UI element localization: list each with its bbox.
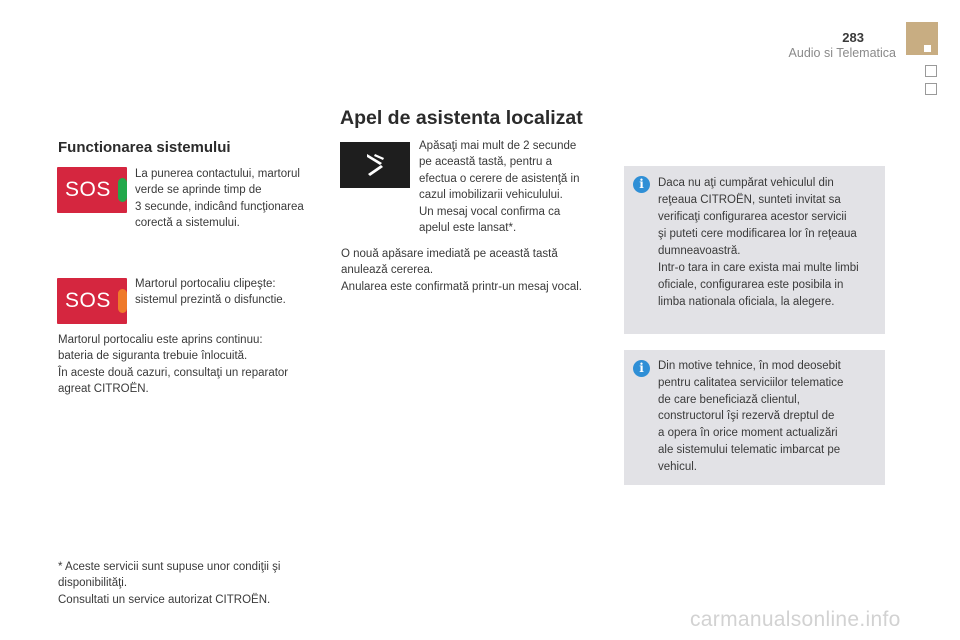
section-title-system: Functionarea sistemului [58,139,231,156]
sos-button-orange-indicator [57,278,127,324]
sos-label: SOS [65,289,111,312]
ds-logo-icon [340,142,410,188]
info-box-updates [624,350,885,485]
orange-lamp-description: Martorul portocaliu clipeşte: sistemul prezintă o disfunctie. [135,278,286,307]
tab-marker [924,45,931,52]
section-name: Audio si Telematica [788,46,896,60]
info-configuration-text: Daca nu aţi cumpărat vehiculul din reţeaua CITROËN, sunteti invitat sa verificaţi configurarea acestor servicii şi puteti cere modificarea lor în reţeaua dumneavoastră. Intr-o tara in care exista mai multe limbi oficiale, configurarea este posibila in limba nationala oficiala, la alegere. [658,177,859,308]
info-updates-text: Din motive tehnice, în mod deosebit pentru calitatea serviciilor telematice de care beneficiază clientul, constructorul îşi rezervă dreptul de a opera în orice moment actualizări ale sistemului telematic imbarcat pe vehicul. [658,360,844,473]
sos-label: SOS [65,178,111,201]
section-tab[interactable] [906,22,938,55]
orange-lamp-icon [118,289,127,313]
green-lamp-icon [118,178,127,202]
press-instructions: Apăsaţi mai mult de 2 secunde pe această tastă, pentru a efectua o cerere de asistenţă in cazul imobilizarii vehiculului. Un mesaj vocal confirma ca apelul este lansat*. [419,140,580,235]
sos-button-green-indicator [57,167,127,213]
continuous-lamp-description: Martorul portocaliu este aprins continuu: bateria de siguranta trebuie înlocuită. În aceste două cazuri, consultaţi un reparator agreat CITROËN. [58,334,289,396]
info-box-configuration [624,166,885,334]
watermark: carmanualsonline.info [690,608,901,631]
info-icon: i [633,176,650,193]
section-tab-empty-1[interactable] [925,65,937,77]
green-lamp-description: La punerea contactului, martorul verde se aprinde timp de 3 secunde, indicând funcţionarea corectă a sistemului. [135,168,304,230]
page-title: Apel de asistenta localizat [340,107,583,129]
section-tab-empty-2[interactable] [925,83,937,95]
cancel-instructions: O nouă apăsare imediată pe această tastă anulează cererea. Anularea este confirmată printr-un mesaj vocal. [341,248,582,293]
footnote: * Aceste servicii sunt supuse unor condiţii şi disponibilităţi. Consultati un service autorizat CITROËN. [58,561,281,606]
info-icon: i [633,360,650,377]
page-number: 283 [842,30,864,45]
assistance-call-button [340,142,410,188]
